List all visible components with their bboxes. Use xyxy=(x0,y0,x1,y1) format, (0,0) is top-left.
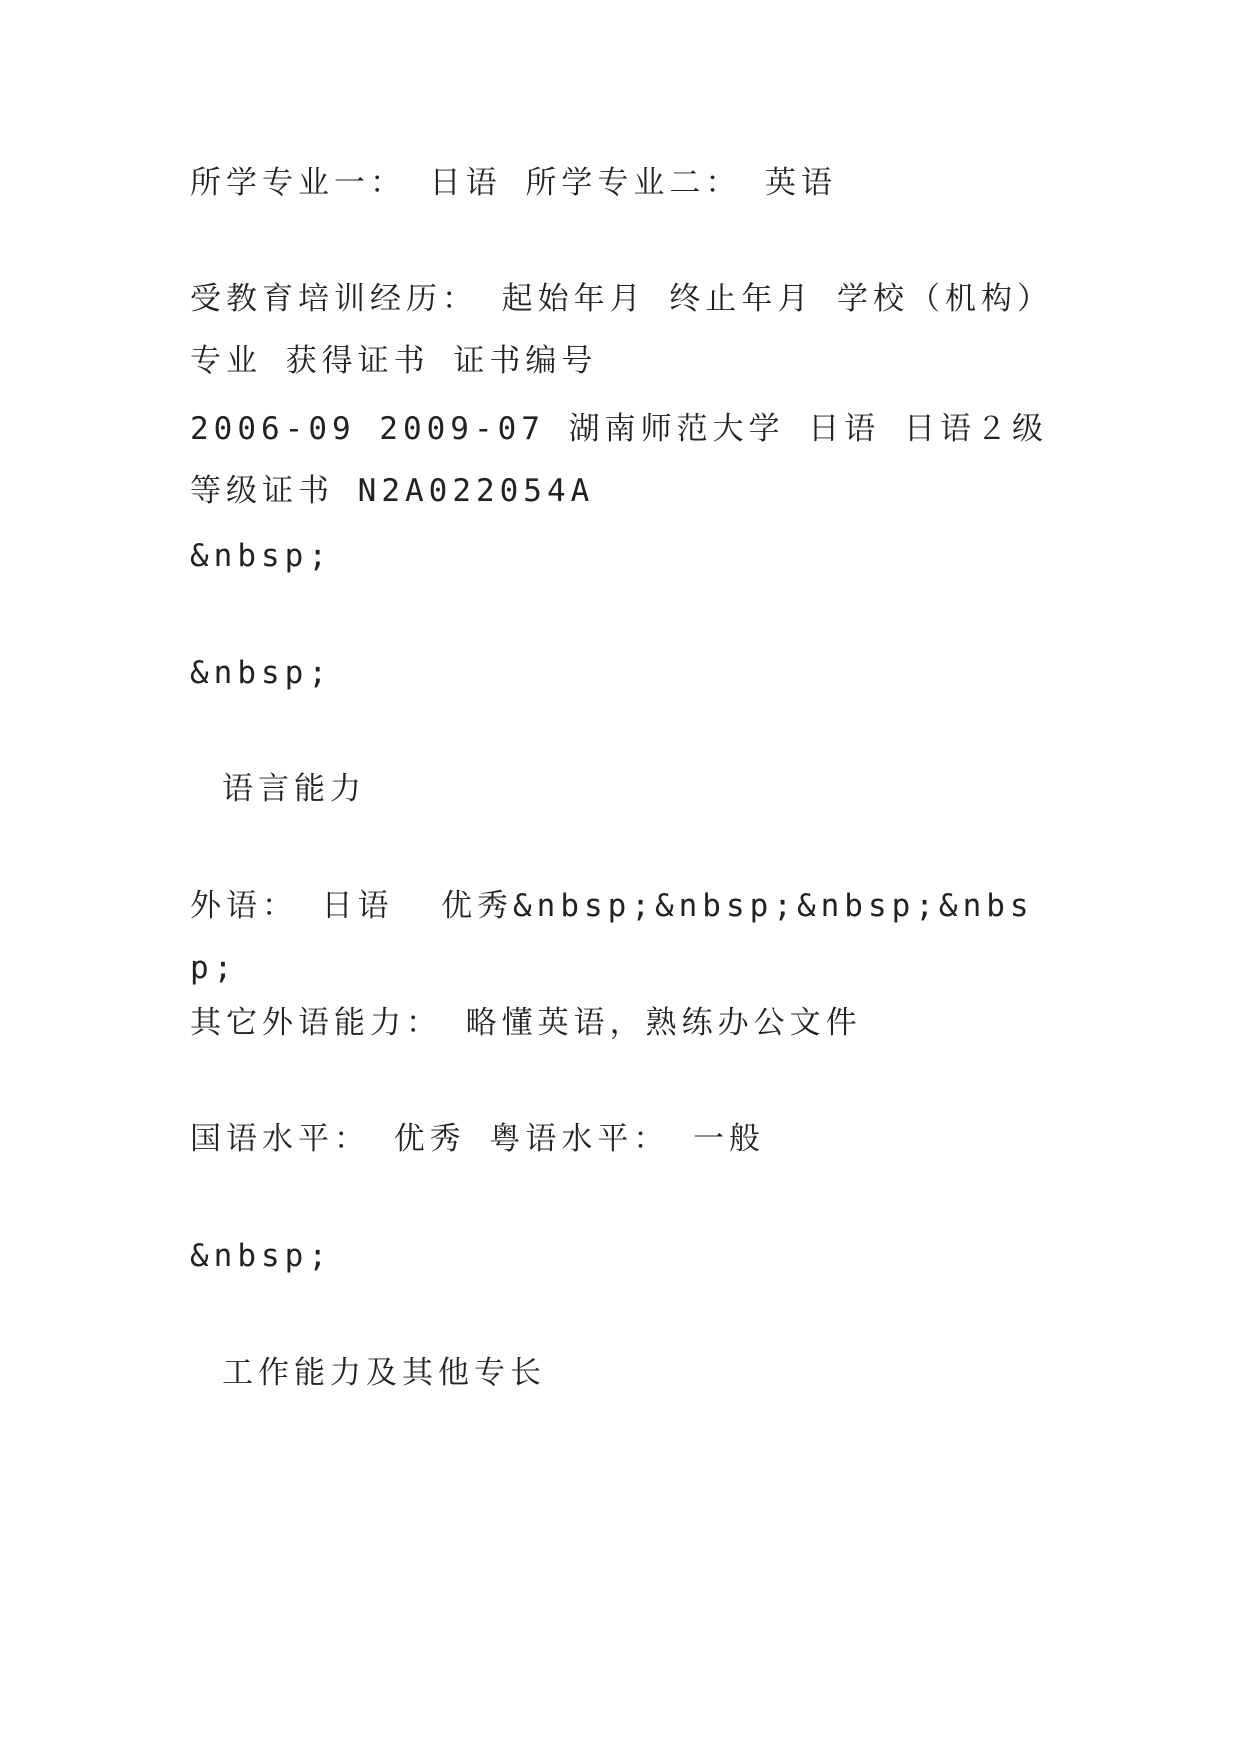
education-record-line: 2006-09 2009-07 湖南师范大学 日语 日语２级等级证书 N2A022054A xyxy=(190,411,1048,509)
mandarin-cantonese-line: 国语水平： 优秀 粤语水平： 一般 xyxy=(190,1121,765,1157)
blank-line-2: &nbsp; xyxy=(190,655,332,691)
blank-line-1: &nbsp; xyxy=(190,538,332,574)
other-language-line: 其它外语能力： 略懂英语，熟练办公文件 xyxy=(190,1005,862,1041)
education-header-line: 受教育培训经历： 起始年月 终止年月 学校（机构） 专业 获得证书 证书编号 xyxy=(190,281,1077,379)
blank-line-3: &nbsp; xyxy=(190,1238,332,1274)
foreign-language-line: 外语： 日语 优秀&nbsp;&nbsp;&nbsp;&nbsp; xyxy=(190,888,1034,986)
section-heading-language: 语言能力 xyxy=(222,771,366,807)
major-line: 所学专业一： 日语 所学专业二： 英语 xyxy=(190,165,837,201)
section-heading-skills: 工作能力及其他专长 xyxy=(222,1355,546,1391)
